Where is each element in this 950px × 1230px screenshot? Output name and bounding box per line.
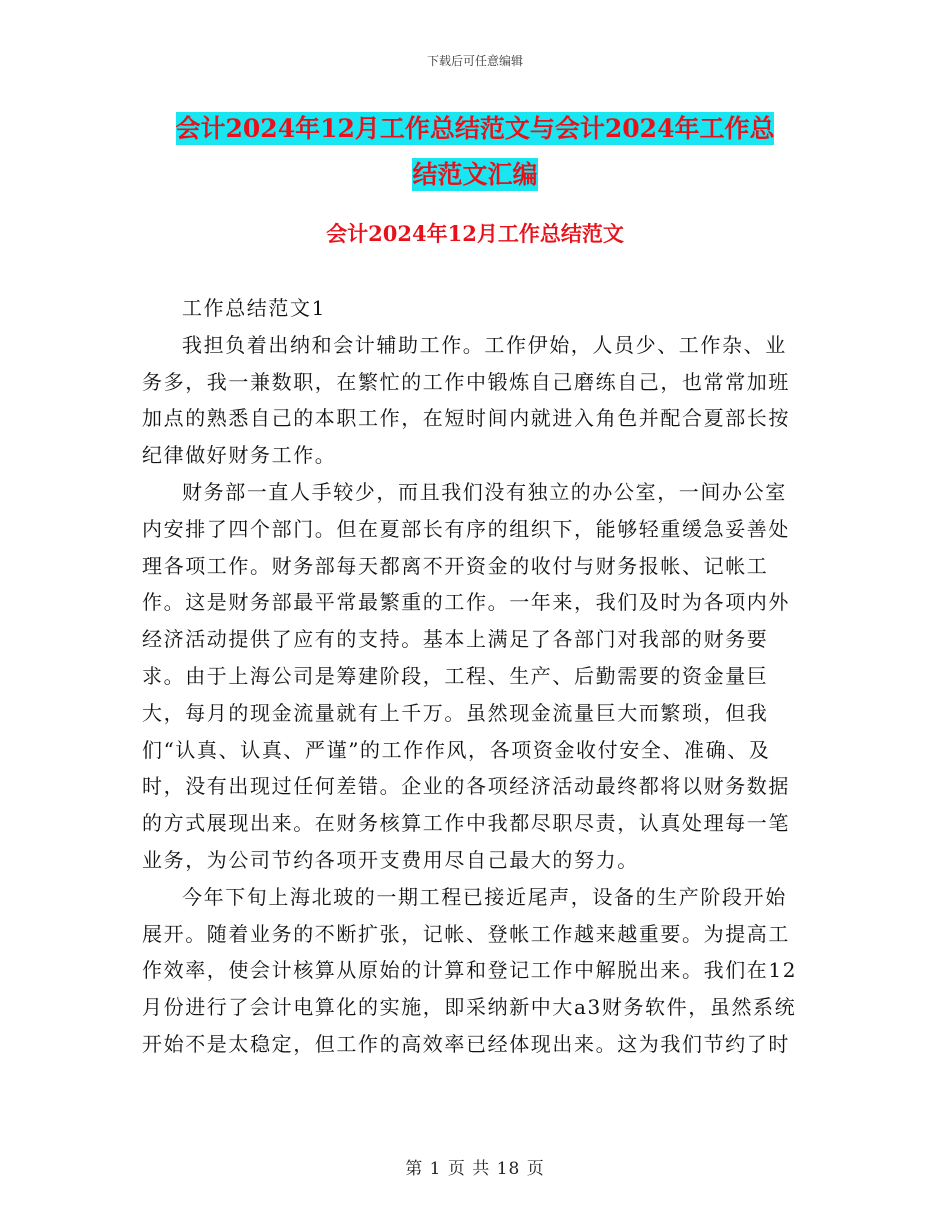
section-heading: 工作总结范文1: [182, 296, 326, 320]
document-title: [140, 106, 810, 198]
section-title: 会计2024年12月工作总结范文: [326, 221, 624, 246]
document-body: [142, 290, 806, 1063]
page-footer: 第 1 页 共 18 页: [405, 1159, 545, 1179]
paragraph-3: 今年下旬上海北玻的一期工程已接近尾声，设备的生产阶段开始展开。随着业务的不断扩张，记帐、登帐工作越来越重要。为提高工作效率，使会计核算从原始的计算和登记工作中解脱出来。我们在12月份进行了会计电算化的实施，即采纳新中大a3财务软件，虽然系统开始不是太稳定，但工作的高效率已经体现出来。这为我们节约了时: [142, 884, 798, 1056]
paragraph-1: 我担负着出纳和会计辅助工作。工作伊始，人员少、工作杂、业务多，我一兼数职，在繁忙的工作中锻炼自己磨练自己，也常常加班加点的熟悉自己的本职工作，在短时间内就进入角色并配合夏部长按纪律做好财务工作。: [142, 332, 790, 468]
header-note: 下载后可任意编辑: [426, 54, 523, 68]
document-title-line-1: 会计2024年12月工作总结范文与会计2024年工作总: [175, 114, 775, 143]
document-title-line-2: 结范文汇编: [412, 160, 538, 189]
paragraph-2: 财务部一直人手较少，而且我们没有独立的办公室，一间办公室内安排了四个部门。但在夏部长有序的组织下，能够轻重缓急妥善处理各项工作。财务部每天都离不开资金的收付与财务报帐、记帐工作。这是财务部最平常最繁重的工作。一年来，我们及时为各项内外经济活动提供了应有的支持。基本上满足了各部门对我部的财务要求。由于上海公司是筹建阶段，工程、生产、后勤需要的资金量巨大，每月的现金流量就有上千万。虽然现金流量巨大而繁琐，但我们“认真、认真、严谨”的工作作风，各项资金收付安全、准确、及时，没有出现过任何差错。企业的各项经济活动最终都将以财务数据的方式展现出来。在财务核算工作中我都尽职尽责，认真处理每一笔业务，为公司节约各项开支费用尽自己最大的努力。: [142, 479, 790, 872]
